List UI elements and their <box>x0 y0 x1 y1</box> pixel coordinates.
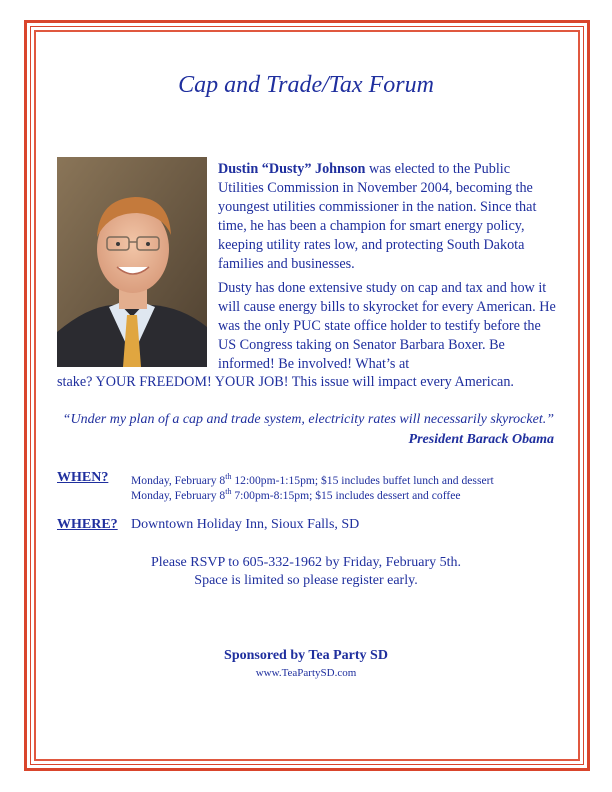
when-label: WHEN? <box>57 470 109 485</box>
bio-paragraph-1-text: was elected to the Public Utilities Commission in November 2004, becoming the youngest utilities commissioner in the nation. Since that time, he has been a champion for smart energy policy, keeping utility rates low, and protecting South Dakota families and businesses. <box>218 161 537 272</box>
bio-name: Dustin “Dusty” Johnson <box>218 161 366 177</box>
when-line-1-ordinal: th <box>225 472 232 481</box>
bio-paragraph-2-last-line: stake? YOUR FREEDOM! YOUR JOB! This issue will impact every American. <box>57 374 514 390</box>
sponsor-text: Sponsored by Tea Party SD <box>224 648 388 663</box>
page-title: Cap and Trade/Tax Forum <box>178 72 434 98</box>
when-line-2 <box>131 487 461 502</box>
when-line-1 <box>131 472 494 487</box>
when-line-2-date: Monday, February 8 <box>131 488 226 502</box>
website-link[interactable]: www.TeaPartySD.com <box>255 667 357 679</box>
when-line-2-ordinal: th <box>225 487 232 496</box>
where-label: WHERE? <box>57 517 118 532</box>
where-text: Downtown Holiday Inn, Sioux Falls, SD <box>131 517 360 532</box>
portrait-photo-graphic <box>57 157 207 367</box>
when-line-1-details: 12:00pm-1:15pm; $15 includes buffet lunch and dessert <box>231 473 494 487</box>
when-line-1-date: Monday, February 8 <box>131 473 226 487</box>
bio-paragraph-1 <box>218 160 553 274</box>
rsvp-line-1: Please RSVP to 605-332-1962 by Friday, February 5th. <box>150 555 462 570</box>
portrait-photo <box>57 157 207 367</box>
when-line-2-details: 7:00pm-8:15pm; $15 includes dessert and coffee <box>231 488 461 502</box>
rsvp-line-2: Space is limited so please register early. <box>194 573 418 588</box>
quote-author: President Barack Obama <box>408 432 554 447</box>
bio-paragraph-2: Dusty has done extensive study on cap and tax and how it will cause energy bills to skyrocket for every American. He was the only PUC state office holder to testify before the US Congress taking on Senator Barbara Boxer. Be informed! Be involved! What’s at <box>218 280 556 372</box>
quote-text: “Under my plan of a cap and trade system, electricity rates will necessarily skyrocket.” <box>62 412 554 427</box>
